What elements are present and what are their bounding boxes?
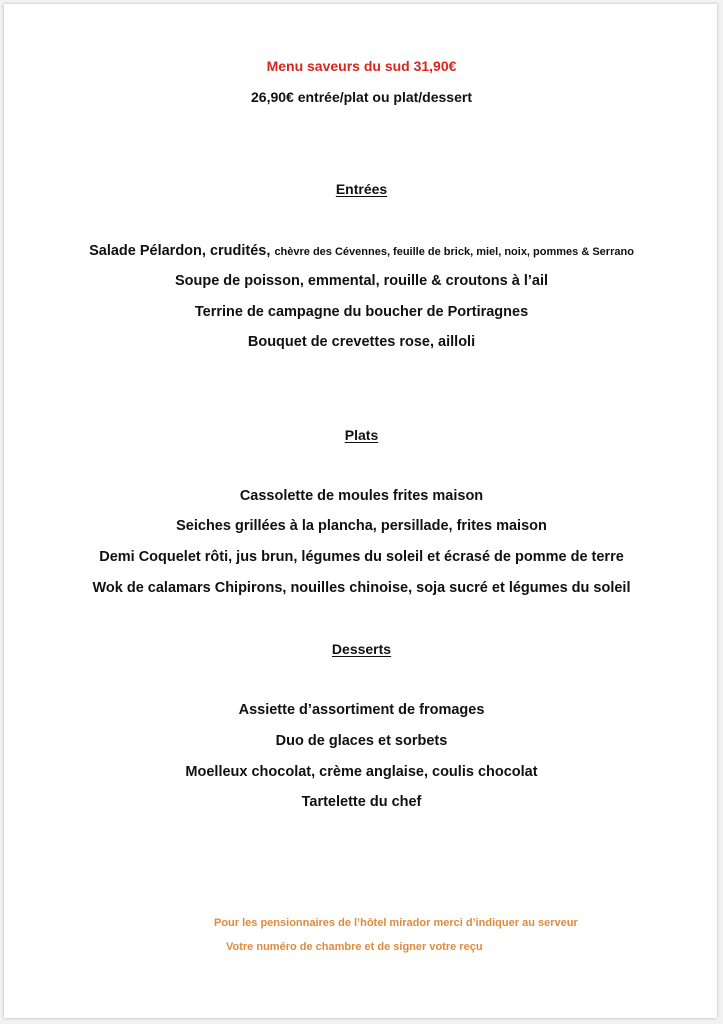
plat-item: Seiches grillées à la plancha, persillade, frites maison [176,518,547,534]
plat-item: Wok de calamars Chipirons, nouilles chinoise, soja sucré et légumes du soleil [92,580,631,596]
plat-item: Demi Coquelet rôti, jus brun, légumes du soleil et écrasé de pomme de terre [99,549,624,565]
entree-item: Bouquet de crevettes rose, ailloli [247,334,476,350]
guest-note-line-2: Votre numéro de chambre et de signer votre reçu [226,941,483,953]
dessert-item: Moelleux chocolat, crème anglaise, coulis chocolat [185,764,538,780]
entree-item: Soupe de poisson, emmental, rouille & croutons à l’ail [174,273,549,289]
entree-item: Terrine de campagne du boucher de Portiragnes [194,304,529,320]
dessert-item: Tartelette du chef [301,794,422,810]
dessert-item: Duo de glaces et sorbets [275,733,448,749]
section-heading-entrees: Entrées [335,181,388,197]
entree-item-main: Salade Pélardon, crudités, [89,243,271,259]
guest-note-line-1: Pour les pensionnaires de l’hôtel mirador merci d’indiquer au serveur [214,917,578,929]
dessert-item: Assiette d’assortiment de fromages [238,702,485,718]
menu-price-formula: 26,90€ entrée/plat ou plat/dessert [251,89,472,105]
section-heading-plats: Plats [344,427,379,443]
entree-item [0,242,723,261]
menu-page [4,4,717,1018]
plat-item: Cassolette de moules frites maison [239,488,484,504]
menu-title: Menu saveurs du sud 31,90€ [266,58,457,74]
entree-item-detail: chèvre des Cévennes, feuille de brick, miel, noix, pommes & Serrano [274,246,634,258]
section-heading-desserts: Desserts [331,641,392,657]
